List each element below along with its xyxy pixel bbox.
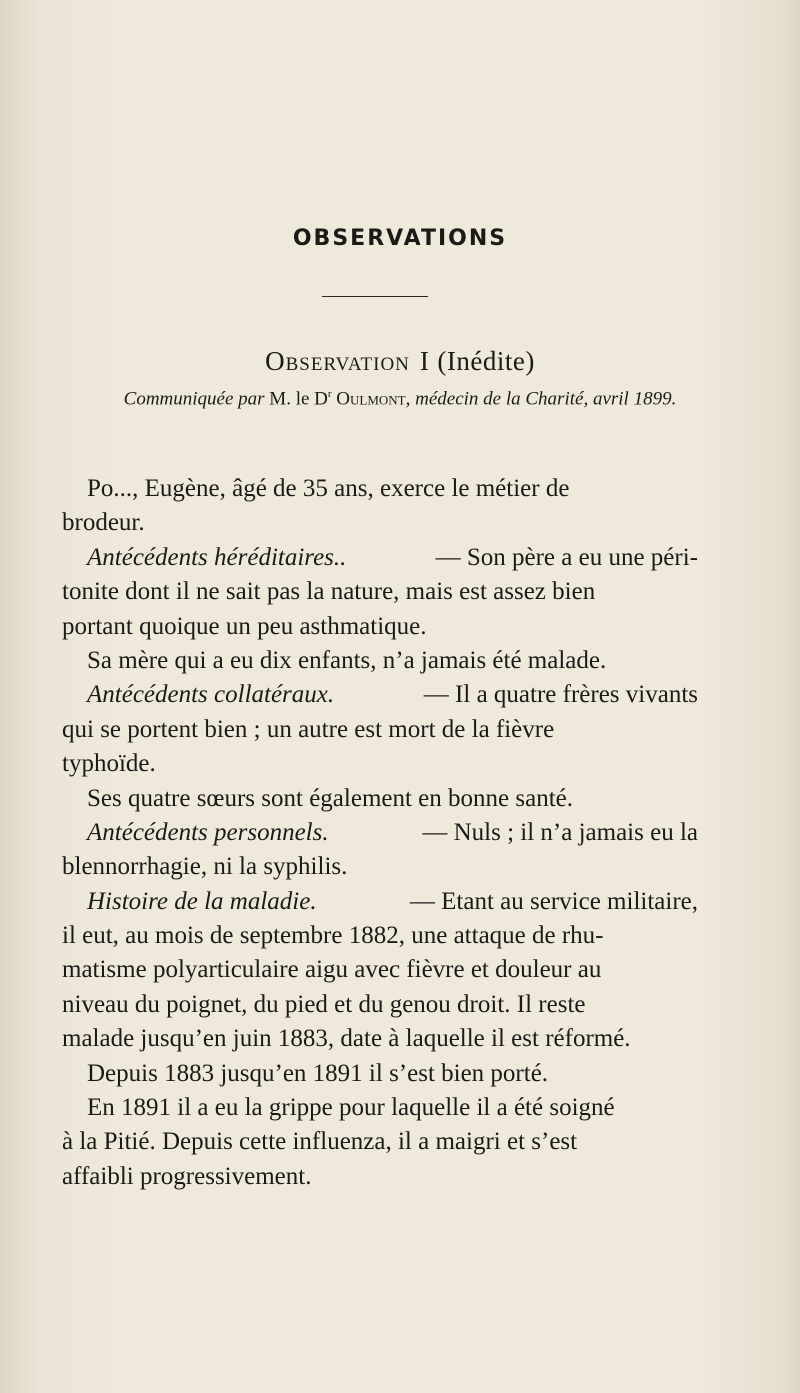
text-line: Po..., Eugène, âgé de 35 ans, exerce le métier de [87, 475, 570, 502]
text-line: brodeur. [62, 509, 145, 537]
observation-title [0, 346, 800, 377]
text-line: Antécédents héréditaires.. — Son père a eu une péri- [62, 541, 698, 575]
body-text [62, 472, 698, 1194]
communication-m: M. le D [269, 388, 328, 410]
text-line: matisme polyarticulaire aigu avec fièvre et douleur au [62, 956, 602, 984]
section-heading: OBSERVATIONS [292, 226, 508, 251]
text-line: à la Pitié. Depuis cette influenza, il a maigri et s’est [62, 1128, 578, 1156]
text-line: Depuis 1883 jusqu’en 1891 il s’est bien porté. [87, 1059, 549, 1087]
text-line: typhoïde. [62, 750, 156, 778]
communication-dr-sup: r [327, 388, 332, 400]
text-line: niveau du poignet, du pied et du genou droit. Il reste [62, 990, 586, 1018]
text-line: Histoire de la maladie. — Etant au service militaire, [62, 885, 698, 919]
text-line: malade jusqu’en juin 1883, date à laquelle il est réformé. [62, 1025, 631, 1053]
text-line: tonite dont il ne sait pas la nature, mais est assez bien [62, 578, 596, 606]
divider-rule [322, 296, 428, 297]
communication-suffix: médecin de la Charité, avril 1899. [415, 388, 677, 410]
section-label: Antécédents personnels. [87, 818, 329, 846]
section-label: Histoire de la maladie. [87, 887, 317, 915]
communication-prefix: Communiquée par [123, 388, 265, 410]
observation-label: Observation [265, 346, 410, 376]
text-line: Sa mère qui a eu dix enfants, n’a jamais été malade. [87, 646, 607, 674]
text-line: qui se portent bien ; un autre est mort de la fièvre [62, 715, 555, 743]
observation-number: I [419, 346, 430, 376]
text-line: affaibli progressivement. [62, 1162, 312, 1190]
text-line: Antécédents collatéraux. — Il a quatre frères vivants [62, 678, 698, 712]
text-line: portant quoique un peu asthmatique. [62, 612, 427, 640]
text-line: il eut, au mois de septembre 1882, une attaque de rhu- [62, 922, 604, 950]
text-line: Antécédents personnels. — Nuls ; il n’a jamais eu la [62, 816, 698, 850]
observation-qualifier: (Inédite) [437, 346, 535, 376]
section-label: Antécédents collatéraux. [87, 681, 335, 709]
communication-name: Oulmont, [336, 388, 411, 410]
text-line: blennorrhagie, ni la syphilis. [62, 853, 348, 881]
text-line: Ses quatre sœurs sont également en bonne santé. [87, 784, 573, 812]
section-label: Antécédents héréditaires.. [87, 543, 347, 571]
text-line: En 1891 il a eu la grippe pour laquelle il a été soigné [87, 1094, 615, 1122]
communication-line [0, 388, 800, 410]
